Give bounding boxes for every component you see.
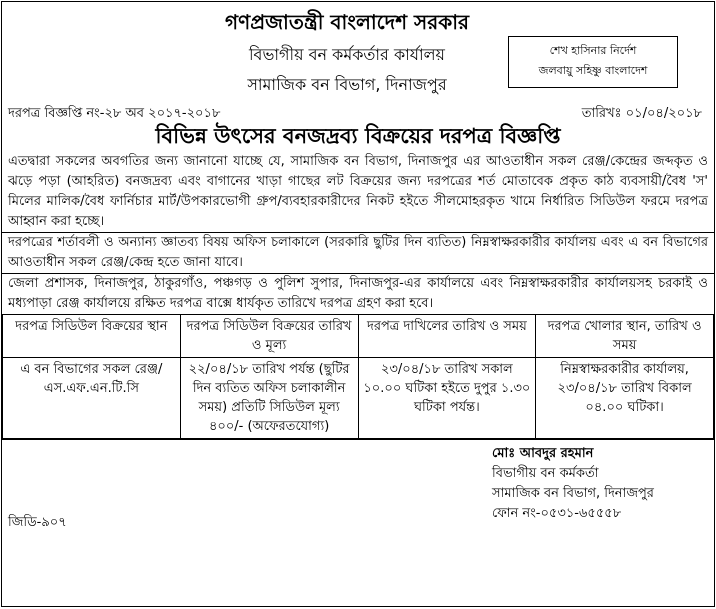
notice-page — [1, 1, 715, 607]
gd-code: জিডি-৯০৭ — [8, 515, 67, 530]
signatory-designation: বিভাগীয় বন কর্মকর্তা — [492, 466, 599, 481]
table-header-cell: দরপত্র খোলার স্থান, তারিখ ও সময় — [536, 315, 714, 358]
paragraph-3: জেলা প্রশাসক, দিনাজপুর, ঠাকুরগাঁও, পঞ্চগড় ও পুলিশ সুপার, দিনাজপুর-এর কার্যালয়ে এবং নিম্নস্বাক্ষরকারীর কার্যালয়সহ চরকাই ও মধ্যপাড়া রেঞ্জ কার্যালয়ে রক্ষিত দরপত্র বাক্সে ধার্যকৃত তারিখে দরপত্র গ্রহণ করা হবে। — [2, 273, 714, 314]
table-cell: ২৩/০৪/১৮ তারিখ সকাল ১০.০০ ঘটিকা হইতে দুপুর ১.৩০ ঘটিকা পর্যন্ত। — [358, 358, 536, 439]
notice-title: বিভিন্ন উৎসের বনজদ্রব্য বিক্রয়ের দরপত্র বিজ্ঞপ্তি — [155, 124, 561, 148]
memo-number: দরপত্র বিজ্ঞপ্তি নং-২৮ অব ২০১৭-২০১৮ — [8, 106, 221, 121]
signatory-division: সামাজিক বন বিভাগ, দিনাজপুর — [492, 486, 654, 501]
office-name: বিভাগীয় বন কর্মকর্তার কার্যালয় — [248, 45, 445, 64]
notice-date: তারিখঃ ০১/০৪/২০১৮ — [581, 106, 702, 121]
slogan-line-1: শেখ হাসিনার নির্দেশ — [549, 44, 637, 57]
table-header-cell: দরপত্র সিডিউল বিক্রয়ের স্থান — [3, 315, 181, 358]
table-header-cell: দরপত্র সিডিউল বিক্রয়ের তারিখ ও মূল্য — [180, 315, 358, 358]
table-header-cell: দরপত্র দাখিলের তারিখ ও সময় — [358, 315, 536, 358]
paragraph-2: দরপত্রের শর্তাবলী ও অন্যান্য জ্ঞাতব্য বিষয় অফিস চলাকালে (সরকারি ছুটির দিন ব্যতিত) নিম্নস্বাক্ষরকারীর কার্যালয় এবং এ বন বিভাগের আওতাধীন সকল রেঞ্জ/কেন্দ্র হতে জানা যাবে। — [2, 232, 714, 273]
paragraph-1: এতদ্বারা সকলের অবগতির জন্য জানানো যাচ্ছে যে, সামাজিক বন বিভাগ, দিনাজপুর এর আওতাধীন সকল রেঞ্জ/কেন্দ্রের জব্দকৃত ও ঝড়ে পড়া (আহরিত) বনজদ্রব্য এবং বাগানের খাড়া গাছের লট বিক্রয়ের জন্য দরপত্রের শর্ত মোতাবেক প্রকৃত কাঠ ব্যবসায়ী/বৈধ 'স' মিলের মালিক/বৈধ ফার্নিচার মার্ট/উপকারভোগী গ্রুপ/ব্যবহারকারীদের নিকট হইতে সীলমোহরকৃত খামে নির্ধারিত সিডিউল ফরমে দরপত্র আহ্বান করা হচ্ছে। — [8, 154, 708, 229]
table-header-row — [3, 315, 714, 358]
signatory-phone: ফোন নং-০৫৩১-৬৫৫৫৮ — [492, 506, 622, 521]
table-cell: ২২/০৪/১৮ তারিখ পর্যন্ত (ছুটির দিন ব্যতিত অফিস চলাকালীন সময়) প্রতিটি সিডিউল মূল্য ৪০০/- (অফেরতযোগ্য) — [180, 358, 358, 439]
notice-header — [2, 2, 714, 120]
slogan-line-2: জলবায়ু সহিষ্ণু বাংলাদেশ — [538, 64, 648, 77]
schedule-table — [2, 314, 714, 439]
division-name: সামাজিক বন বিভাগ, দিনাজপুর — [247, 75, 447, 94]
government-title: গণপ্রজাতন্ত্রী বাংলাদেশ সরকার — [225, 10, 469, 34]
table-cell: নিম্নস্বাক্ষরকারীর কার্যালয়, ২৩/০৪/১৮ তারিখ বিকাল ০৪.০০ ঘটিকা। — [536, 358, 714, 439]
notice-footer — [2, 439, 714, 536]
table-cell: এ বন বিভাগের সকল রেঞ্জ/এস.এফ.এন.টি.সি — [3, 358, 181, 439]
table-row — [3, 358, 714, 439]
signatory-name: মোঃ আবদুর রহমান — [492, 446, 594, 461]
slogan-box — [508, 36, 678, 88]
